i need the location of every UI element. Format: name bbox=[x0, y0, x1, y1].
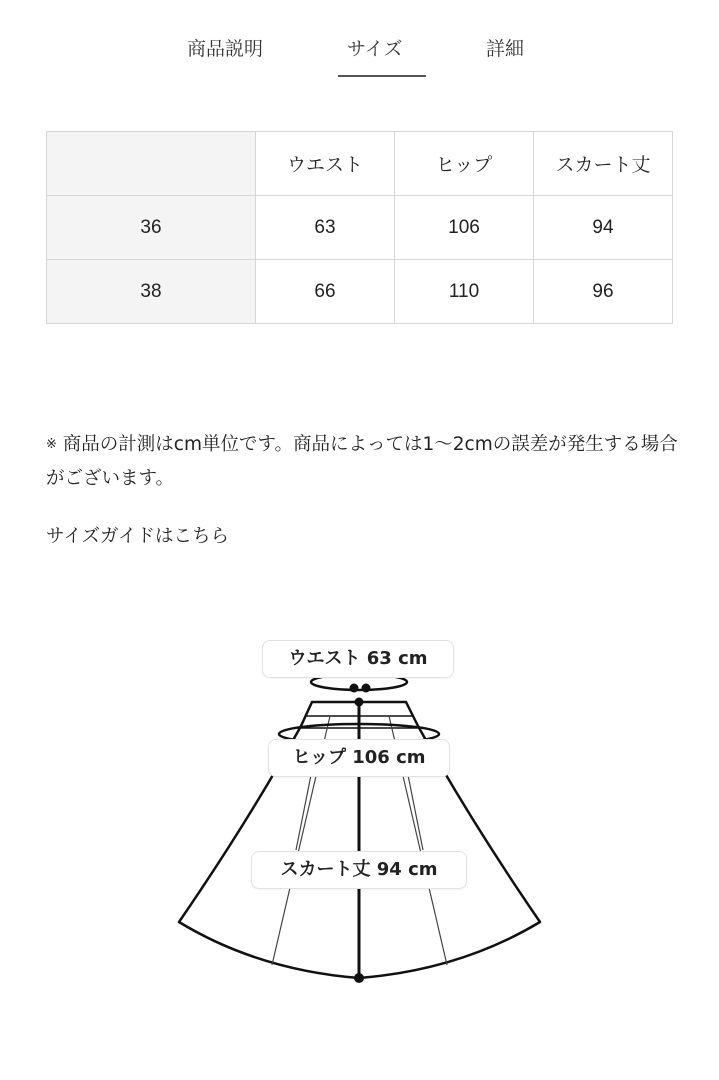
measure-dot bbox=[362, 684, 371, 693]
tab-product-description[interactable]: 商品説明 bbox=[187, 38, 264, 60]
table-cell: 106 bbox=[395, 196, 534, 260]
table-header-skirt-length: スカート丈 bbox=[534, 132, 673, 196]
table-header-row bbox=[47, 132, 673, 196]
table-cell: 110 bbox=[395, 260, 534, 324]
tab-details[interactable]: 詳細 bbox=[486, 38, 525, 60]
table-cell-size: 36 bbox=[47, 196, 256, 260]
measurement-note bbox=[46, 428, 686, 496]
table-cell: 66 bbox=[256, 260, 395, 324]
active-tab-indicator bbox=[338, 75, 426, 77]
table-header-waist: ウエスト bbox=[256, 132, 395, 196]
table-header-cell bbox=[47, 132, 256, 196]
size-table bbox=[46, 131, 673, 324]
table-row bbox=[47, 260, 673, 324]
table-cell: 63 bbox=[256, 196, 395, 260]
tab-size[interactable]: サイズ bbox=[347, 38, 403, 60]
table-row bbox=[47, 196, 673, 260]
waist-label: ウエスト 63 cm bbox=[262, 640, 454, 678]
size-guide-link[interactable]: サイズガイドはこちら bbox=[46, 526, 229, 547]
measure-dot bbox=[350, 684, 359, 693]
tab-bar bbox=[0, 34, 719, 78]
table-cell: 94 bbox=[534, 196, 673, 260]
skirt-length-label: スカート丈 94 cm bbox=[251, 851, 467, 889]
hip-label: ヒップ 106 cm bbox=[268, 739, 450, 777]
table-header-hip: ヒップ bbox=[395, 132, 534, 196]
note-mark: ※ bbox=[46, 437, 57, 452]
measure-dot bbox=[354, 973, 364, 983]
table-cell: 96 bbox=[534, 260, 673, 324]
table-cell-size: 38 bbox=[47, 260, 256, 324]
measure-dot bbox=[355, 698, 364, 707]
note-text: 商品の計測はcm単位です。商品によっては1〜2cmの誤差が発生する場合がございます。 bbox=[46, 434, 678, 489]
